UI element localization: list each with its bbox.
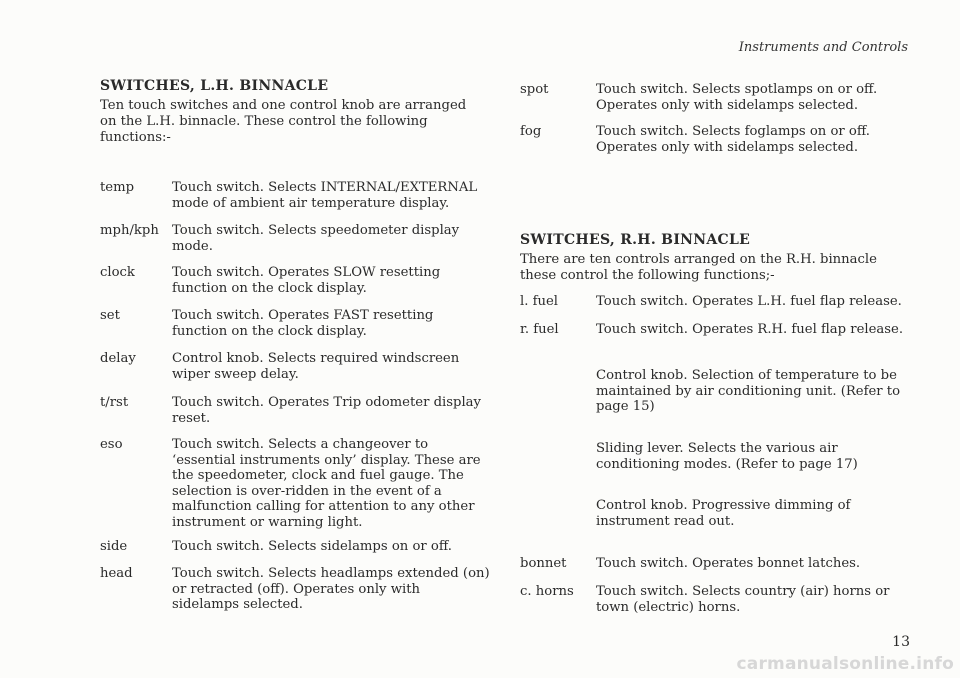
- switch-description: Touch switch. Selects country (air) horns or town (electric) horns.: [596, 584, 890, 615]
- switch-description: Touch switch. Operates bonnet latches.: [596, 556, 861, 571]
- switch-term: r. fuel: [520, 322, 559, 337]
- running-header: Instruments and Controls: [738, 40, 908, 55]
- watermark: carmanualsonline.info: [736, 654, 954, 674]
- switch-description: Touch switch. Operates SLOW resetting function on the clock display.: [172, 265, 441, 296]
- switch-description: Touch switch. Operates FAST resetting function on the clock display.: [172, 308, 434, 339]
- switch-description: Touch switch. Operates Trip odometer display reset.: [172, 395, 481, 426]
- switch-term: eso: [100, 437, 123, 452]
- switch-description: Touch switch. Selects foglamps on or off. Operates only with sidelamps selected.: [596, 124, 870, 155]
- switch-term: set: [100, 308, 120, 323]
- switch-term: c. horns: [520, 584, 574, 599]
- switch-term: head: [100, 566, 133, 581]
- switch-term: spot: [520, 82, 549, 97]
- switch-term: delay: [100, 351, 136, 366]
- switch-term: clock: [100, 265, 135, 280]
- switch-description: Touch switch. Selects a changeover to ‘essential instruments only’ display. These are the speedometer, clock and fuel gauge. The selection is over-ridden in the event of a malfunction calling for attention to any other instrument or warning light.: [172, 437, 481, 530]
- section-title-rh-binnacle: SWITCHES, R.H. BINNACLE: [520, 232, 751, 248]
- switch-description: Touch switch. Selects sidelamps on or off.: [172, 539, 452, 554]
- section-intro-rh: There are ten controls arranged on the R.H. binnacle these control the following functions;-: [520, 252, 877, 283]
- switch-description: Control knob. Selection of temperature to be maintained by air conditioning unit. (Refer to page 15): [596, 368, 901, 414]
- switch-description: Touch switch. Selects speedometer display mode.: [172, 223, 460, 254]
- switch-description: Touch switch. Operates L.H. fuel flap release.: [596, 294, 902, 309]
- switch-description: Sliding lever. Selects the various air conditioning modes. (Refer to page 17): [596, 441, 858, 472]
- section-title-lh-binnacle: SWITCHES, L.H. BINNACLE: [100, 78, 329, 94]
- page-number: 13: [892, 634, 910, 650]
- switch-term: side: [100, 539, 128, 554]
- switch-term: bonnet: [520, 556, 567, 571]
- switch-description: Touch switch. Selects spotlamps on or off. Operates only with sidelamps selected.: [596, 82, 878, 113]
- switch-description: Touch switch. Selects headlamps extended (on) or retracted (off). Operates only with sidelamps selected.: [172, 566, 490, 612]
- switch-description: Control knob. Selects required windscreen wiper sweep delay.: [172, 351, 460, 382]
- switch-description: Control knob. Progressive dimming of instrument read out.: [596, 498, 851, 529]
- switch-term: temp: [100, 180, 135, 195]
- switch-term: fog: [520, 124, 542, 139]
- switch-description: Touch switch. Operates R.H. fuel flap release.: [596, 322, 904, 337]
- section-intro-lh: Ten touch switches and one control knob are arranged on the L.H. binnacle. These control the following functions:-: [100, 98, 467, 145]
- switch-term: mph/kph: [100, 223, 159, 238]
- switch-description: Touch switch. Selects INTERNAL/EXTERNAL mode of ambient air temperature display.: [172, 180, 478, 211]
- switch-term: t/rst: [100, 395, 129, 410]
- switch-term: l. fuel: [520, 294, 558, 309]
